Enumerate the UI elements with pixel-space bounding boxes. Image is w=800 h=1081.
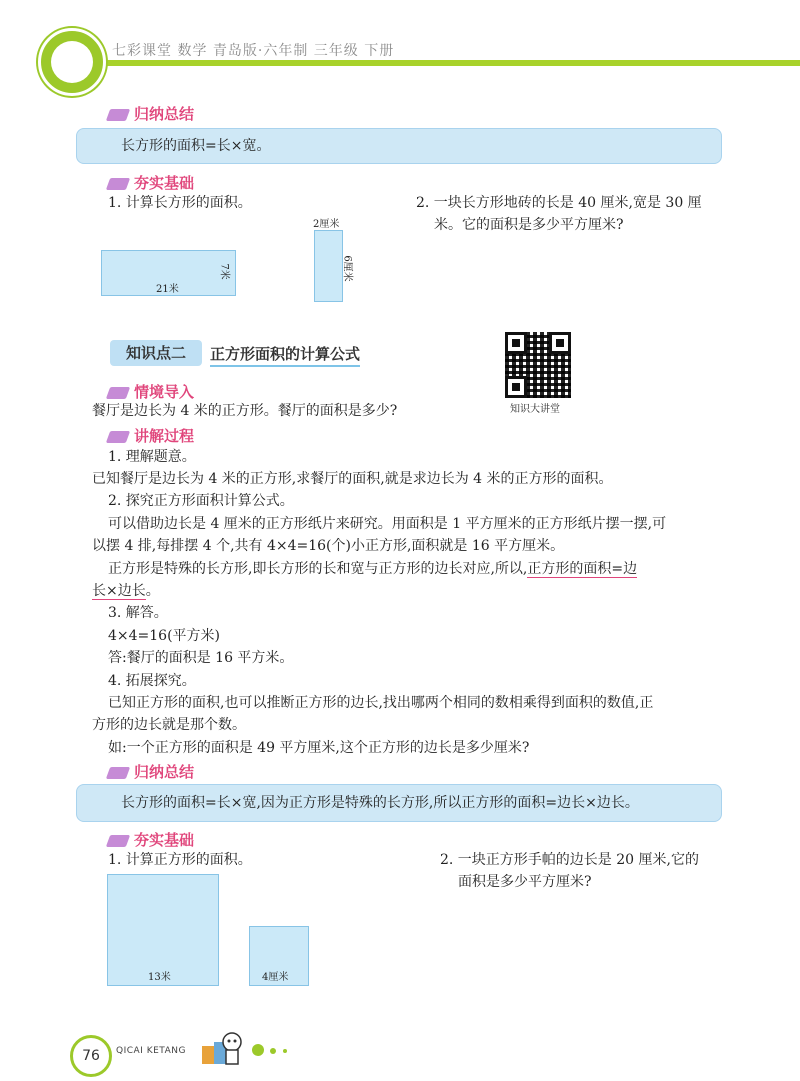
intro-text: 餐厅是边长为 4 米的正方形。餐厅的面积是多少?: [92, 403, 398, 419]
rectangle-figure-2: [314, 230, 343, 302]
book-icon: [106, 178, 130, 190]
rect2-side-label: 6厘米: [341, 255, 353, 282]
practice1-q1: 1. 计算长方形的面积。: [108, 195, 252, 211]
summary-text-2: 长方形的面积=长×宽,因为正方形是特殊的长方形,所以正方形的面积=边长×边长。: [121, 795, 639, 811]
header-bar: [55, 60, 800, 66]
practice2-q2-line1: 2. 一块正方形手帕的边长是 20 厘米,它的: [440, 852, 699, 868]
process-p10b: 方形的边长就是那个数。: [92, 717, 246, 733]
process-p8: 答:餐厅的面积是 16 平方米。: [108, 650, 294, 666]
book-icon: [106, 767, 130, 779]
square1-label: 13米: [148, 972, 171, 983]
process-p4a: 可以借助边长是 4 厘米的正方形纸片来研究。用面积是 1 平方厘米的正方形纸片摆一摆,可: [108, 516, 667, 532]
process-p4b: 以摆 4 排,每排摆 4 个,共有 4×4=16(个)小正方形,面积就是 16 平方厘米。: [92, 538, 565, 554]
footer-dot-small: [283, 1049, 287, 1053]
practice1-q2-line1: 2. 一块长方形地砖的长是 40 厘米,宽是 30 厘: [416, 195, 702, 211]
footer-brand: QICAI KETANG: [116, 1046, 186, 1056]
qr-code-icon[interactable]: [503, 330, 573, 400]
formula-highlight-1: 正方形的面积=边: [527, 561, 638, 577]
process-p9: 4. 拓展探究。: [108, 673, 196, 689]
page-number: 76: [70, 1035, 112, 1077]
qr-caption: 知识大讲堂: [510, 404, 560, 415]
process-p3: 2. 探究正方形面积计算公式。: [108, 493, 294, 509]
knowledge-point-tag: 知识点二: [110, 340, 202, 366]
rect1-length-label: 21米: [156, 284, 179, 295]
process-p10a: 已知正方形的面积,也可以推断正方形的边长,找出哪两个相同的数相乘得到面积的数值,正: [108, 695, 654, 711]
practice-heading-2: 夯实基础: [108, 829, 194, 850]
rect1-width-label: 7米: [218, 263, 230, 280]
mascot-icon: [200, 1030, 244, 1066]
footer-dot-medium: [270, 1048, 276, 1054]
summary-heading-1: 归纳总结: [108, 103, 194, 124]
process-p1: 1. 理解题意。: [108, 449, 196, 465]
process-p6: 3. 解答。: [108, 605, 168, 621]
summary-heading-2: 归纳总结: [108, 761, 194, 782]
process-heading: 讲解过程: [108, 425, 194, 446]
practice-heading-1: 夯实基础: [108, 172, 194, 193]
summary-text-1: 长方形的面积=长×宽。: [121, 138, 271, 154]
process-p2: 已知餐厅是边长为 4 米的正方形,求餐厅的面积,就是求边长为 4 米的正方形的面积。: [92, 471, 613, 487]
knowledge-point-title: 正方形面积的计算公式: [210, 343, 360, 367]
process-p11: 如:一个正方形的面积是 49 平方厘米,这个正方形的边长是多少厘米?: [108, 740, 530, 756]
book-icon: [106, 387, 130, 399]
process-p7: 4×4=16(平方米): [108, 628, 221, 644]
process-p5a: 正方形是特殊的长方形,即长方形的长和宽与正方形的边长对应,所以,正方形的面积=边: [108, 561, 638, 577]
header-title: 七彩课堂 数学 青岛版·六年制 三年级 下册: [112, 43, 395, 59]
practice2-q2-line2: 面积是多少平方厘米?: [458, 874, 592, 890]
formula-highlight-2: 长×边长: [92, 583, 146, 599]
rect2-top-label: 2厘米: [313, 219, 340, 230]
practice1-q2-line2: 米。它的面积是多少平方厘米?: [434, 217, 624, 233]
intro-heading: 情境导入: [108, 381, 194, 402]
logo-icon: [38, 28, 106, 96]
footer-dot-large: [252, 1044, 264, 1056]
book-icon: [106, 431, 130, 443]
practice2-q1: 1. 计算正方形的面积。: [108, 852, 252, 868]
book-icon: [106, 835, 130, 847]
book-icon: [106, 109, 130, 121]
summary-box-2: [76, 784, 722, 822]
process-p5b: 长×边长。: [92, 583, 160, 599]
square2-label: 4厘米: [262, 972, 289, 983]
summary-box-1: [76, 128, 722, 164]
